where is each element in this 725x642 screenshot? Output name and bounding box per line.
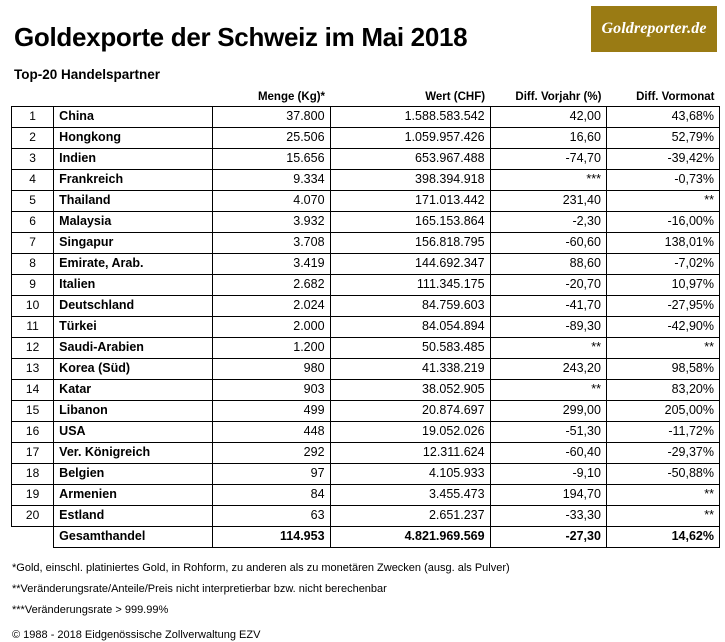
- cell-country: Frankreich: [54, 170, 213, 191]
- cell-country: Thailand: [54, 191, 213, 212]
- cell-menge: 3.932: [213, 212, 330, 233]
- cell-wert: 4.105.933: [330, 464, 490, 485]
- cell-country: Ver. Königreich: [54, 443, 213, 464]
- cell-wert: 41.338.219: [330, 359, 490, 380]
- cell-wert: 19.052.026: [330, 422, 490, 443]
- column-header-country: [54, 90, 213, 107]
- cell-diff-vormonat: -42,90%: [606, 317, 719, 338]
- cell-menge: 2.000: [213, 317, 330, 338]
- cell-diff-vorjahr: 16,60: [490, 128, 606, 149]
- cell-diff-vormonat: **: [606, 485, 719, 506]
- cell-country: Singapur: [54, 233, 213, 254]
- table-row: [12, 317, 720, 338]
- cell-wert: 1.588.583.542: [330, 107, 490, 128]
- cell-wert: 171.013.442: [330, 191, 490, 212]
- cell-country: Emirate, Arab.: [54, 254, 213, 275]
- table-row: [12, 275, 720, 296]
- cell-diff-vormonat: -7,02%: [606, 254, 719, 275]
- copyright-notice: © 1988 - 2018 Eidgenössische Zollverwaltung EZV: [12, 629, 261, 641]
- footnote-3: ***Veränderungsrate > 999.99%: [12, 604, 169, 616]
- cell-menge: 97: [213, 464, 330, 485]
- export-table: [11, 90, 720, 548]
- cell-wert: 144.692.347: [330, 254, 490, 275]
- cell-diff-vormonat: **: [606, 338, 719, 359]
- cell-diff-vorjahr: ***: [490, 170, 606, 191]
- cell-country: Belgien: [54, 464, 213, 485]
- table-row: [12, 212, 720, 233]
- cell-country: Türkei: [54, 317, 213, 338]
- cell-diff-vormonat: -11,72%: [606, 422, 719, 443]
- cell-diff-vorjahr: 231,40: [490, 191, 606, 212]
- table-body: [12, 107, 720, 548]
- page-title: Goldexporte der Schweiz im Mai 2018: [14, 22, 468, 52]
- cell-diff-vorjahr: -41,70: [490, 296, 606, 317]
- cell-wert: 84.054.894: [330, 317, 490, 338]
- cell-wert: 3.455.473: [330, 485, 490, 506]
- cell-menge: 9.334: [213, 170, 330, 191]
- cell-diff-vormonat: 138,01%: [606, 233, 719, 254]
- cell-menge: 3.708: [213, 233, 330, 254]
- cell-wert: 20.874.697: [330, 401, 490, 422]
- footnotes: [12, 562, 717, 641]
- cell-diff-vormonat: 52,79%: [606, 128, 719, 149]
- cell-menge: 292: [213, 443, 330, 464]
- cell-rank: 9: [12, 275, 54, 296]
- cell-diff-vormonat: 83,20%: [606, 380, 719, 401]
- cell-country: Gesamthandel: [54, 527, 213, 548]
- column-header-diff-vormonat: Diff. Vormonat: [636, 91, 715, 103]
- cell-wert: 12.311.624: [330, 443, 490, 464]
- cell-rank: [12, 527, 54, 548]
- table-row: [12, 296, 720, 317]
- table-row: [12, 107, 720, 128]
- cell-country: Indien: [54, 149, 213, 170]
- cell-country: Armenien: [54, 485, 213, 506]
- cell-wert: 653.967.488: [330, 149, 490, 170]
- cell-menge: 499: [213, 401, 330, 422]
- cell-diff-vorjahr: 42,00: [490, 107, 606, 128]
- cell-menge: 25.506: [213, 128, 330, 149]
- cell-wert: 4.821.969.569: [330, 527, 490, 548]
- table-row: [12, 338, 720, 359]
- cell-menge: 1.200: [213, 338, 330, 359]
- cell-diff-vorjahr: -74,70: [490, 149, 606, 170]
- cell-wert: 111.345.175: [330, 275, 490, 296]
- cell-rank: 7: [12, 233, 54, 254]
- cell-country: Estland: [54, 506, 213, 527]
- cell-wert: 156.818.795: [330, 233, 490, 254]
- cell-diff-vormonat: 43,68%: [606, 107, 719, 128]
- table-row: [12, 506, 720, 527]
- cell-rank: 19: [12, 485, 54, 506]
- cell-rank: 10: [12, 296, 54, 317]
- cell-country: Katar: [54, 380, 213, 401]
- cell-diff-vorjahr: -60,40: [490, 443, 606, 464]
- cell-wert: 38.052.905: [330, 380, 490, 401]
- table-row: [12, 443, 720, 464]
- cell-rank: 18: [12, 464, 54, 485]
- cell-diff-vorjahr: **: [490, 338, 606, 359]
- cell-diff-vormonat: -0,73%: [606, 170, 719, 191]
- cell-rank: 14: [12, 380, 54, 401]
- cell-wert: 398.394.918: [330, 170, 490, 191]
- cell-wert: 165.153.864: [330, 212, 490, 233]
- cell-rank: 20: [12, 506, 54, 527]
- table-row: [12, 422, 720, 443]
- cell-country: Hongkong: [54, 128, 213, 149]
- cell-country: Malaysia: [54, 212, 213, 233]
- cell-wert: 50.583.485: [330, 338, 490, 359]
- table-total-row: [12, 527, 720, 548]
- cell-country: China: [54, 107, 213, 128]
- cell-country: Italien: [54, 275, 213, 296]
- column-header-diff-vorjahr: Diff. Vorjahr (%): [515, 91, 602, 103]
- cell-diff-vorjahr: 194,70: [490, 485, 606, 506]
- cell-country: Korea (Süd): [54, 359, 213, 380]
- cell-rank: 17: [12, 443, 54, 464]
- table-row: [12, 233, 720, 254]
- cell-menge: 4.070: [213, 191, 330, 212]
- page-subtitle: Top-20 Handelspartner: [14, 67, 161, 82]
- table-row: [12, 380, 720, 401]
- cell-diff-vormonat: 14,62%: [606, 527, 719, 548]
- table-row: [12, 464, 720, 485]
- cell-diff-vormonat: 205,00%: [606, 401, 719, 422]
- cell-diff-vorjahr: -89,30: [490, 317, 606, 338]
- cell-menge: 980: [213, 359, 330, 380]
- table-row: [12, 401, 720, 422]
- table-row: [12, 149, 720, 170]
- cell-diff-vorjahr: -33,30: [490, 506, 606, 527]
- cell-rank: 12: [12, 338, 54, 359]
- cell-menge: 84: [213, 485, 330, 506]
- cell-rank: 4: [12, 170, 54, 191]
- cell-diff-vormonat: -27,95%: [606, 296, 719, 317]
- cell-diff-vorjahr: 243,20: [490, 359, 606, 380]
- cell-diff-vorjahr: **: [490, 380, 606, 401]
- table-header-row: [12, 90, 720, 107]
- cell-menge: 37.800: [213, 107, 330, 128]
- cell-rank: 8: [12, 254, 54, 275]
- cell-menge: 63: [213, 506, 330, 527]
- cell-diff-vormonat: -50,88%: [606, 464, 719, 485]
- cell-wert: 1.059.957.426: [330, 128, 490, 149]
- cell-rank: 2: [12, 128, 54, 149]
- column-header-menge: Menge (Kg)*: [257, 91, 326, 103]
- cell-diff-vorjahr: -51,30: [490, 422, 606, 443]
- cell-rank: 13: [12, 359, 54, 380]
- footnote-2: **Veränderungsrate/Anteile/Preis nicht interpretierbar bzw. nicht berechenbar: [12, 583, 387, 595]
- cell-diff-vorjahr: -20,70: [490, 275, 606, 296]
- logo-text: Goldreporter.de: [601, 20, 707, 37]
- cell-country: Libanon: [54, 401, 213, 422]
- cell-menge: 2.024: [213, 296, 330, 317]
- column-header-wert: Wert (CHF): [425, 91, 486, 103]
- table-row: [12, 170, 720, 191]
- cell-wert: 84.759.603: [330, 296, 490, 317]
- cell-country: USA: [54, 422, 213, 443]
- cell-menge: 15.656: [213, 149, 330, 170]
- cell-wert: 2.651.237: [330, 506, 490, 527]
- cell-diff-vorjahr: -27,30: [490, 527, 606, 548]
- cell-menge: 903: [213, 380, 330, 401]
- cell-diff-vormonat: **: [606, 506, 719, 527]
- cell-menge: 2.682: [213, 275, 330, 296]
- cell-menge: 114.953: [213, 527, 330, 548]
- table-row: [12, 128, 720, 149]
- cell-rank: 6: [12, 212, 54, 233]
- cell-diff-vormonat: **: [606, 191, 719, 212]
- cell-country: Deutschland: [54, 296, 213, 317]
- cell-diff-vormonat: -16,00%: [606, 212, 719, 233]
- cell-rank: 5: [12, 191, 54, 212]
- cell-diff-vorjahr: -2,30: [490, 212, 606, 233]
- column-header-rank: [12, 90, 54, 107]
- cell-diff-vormonat: 10,97%: [606, 275, 719, 296]
- table-row: [12, 485, 720, 506]
- footnote-1: *Gold, einschl. platiniertes Gold, in Rohform, zu anderen als zu monetären Zwecken (ausg. als Pulver): [12, 562, 510, 574]
- table-row: [12, 191, 720, 212]
- table-header: [12, 90, 720, 107]
- cell-diff-vorjahr: -9,10: [490, 464, 606, 485]
- cell-menge: 3.419: [213, 254, 330, 275]
- table-row: [12, 359, 720, 380]
- cell-rank: 1: [12, 107, 54, 128]
- cell-diff-vormonat: 98,58%: [606, 359, 719, 380]
- cell-diff-vorjahr: 88,60: [490, 254, 606, 275]
- cell-country: Saudi-Arabien: [54, 338, 213, 359]
- cell-diff-vormonat: -39,42%: [606, 149, 719, 170]
- cell-menge: 448: [213, 422, 330, 443]
- cell-rank: 11: [12, 317, 54, 338]
- cell-diff-vormonat: -29,37%: [606, 443, 719, 464]
- cell-rank: 3: [12, 149, 54, 170]
- table-row: [12, 254, 720, 275]
- goldreporter-logo: [591, 6, 717, 52]
- cell-diff-vorjahr: 299,00: [490, 401, 606, 422]
- cell-diff-vorjahr: -60,60: [490, 233, 606, 254]
- cell-rank: 16: [12, 422, 54, 443]
- cell-rank: 15: [12, 401, 54, 422]
